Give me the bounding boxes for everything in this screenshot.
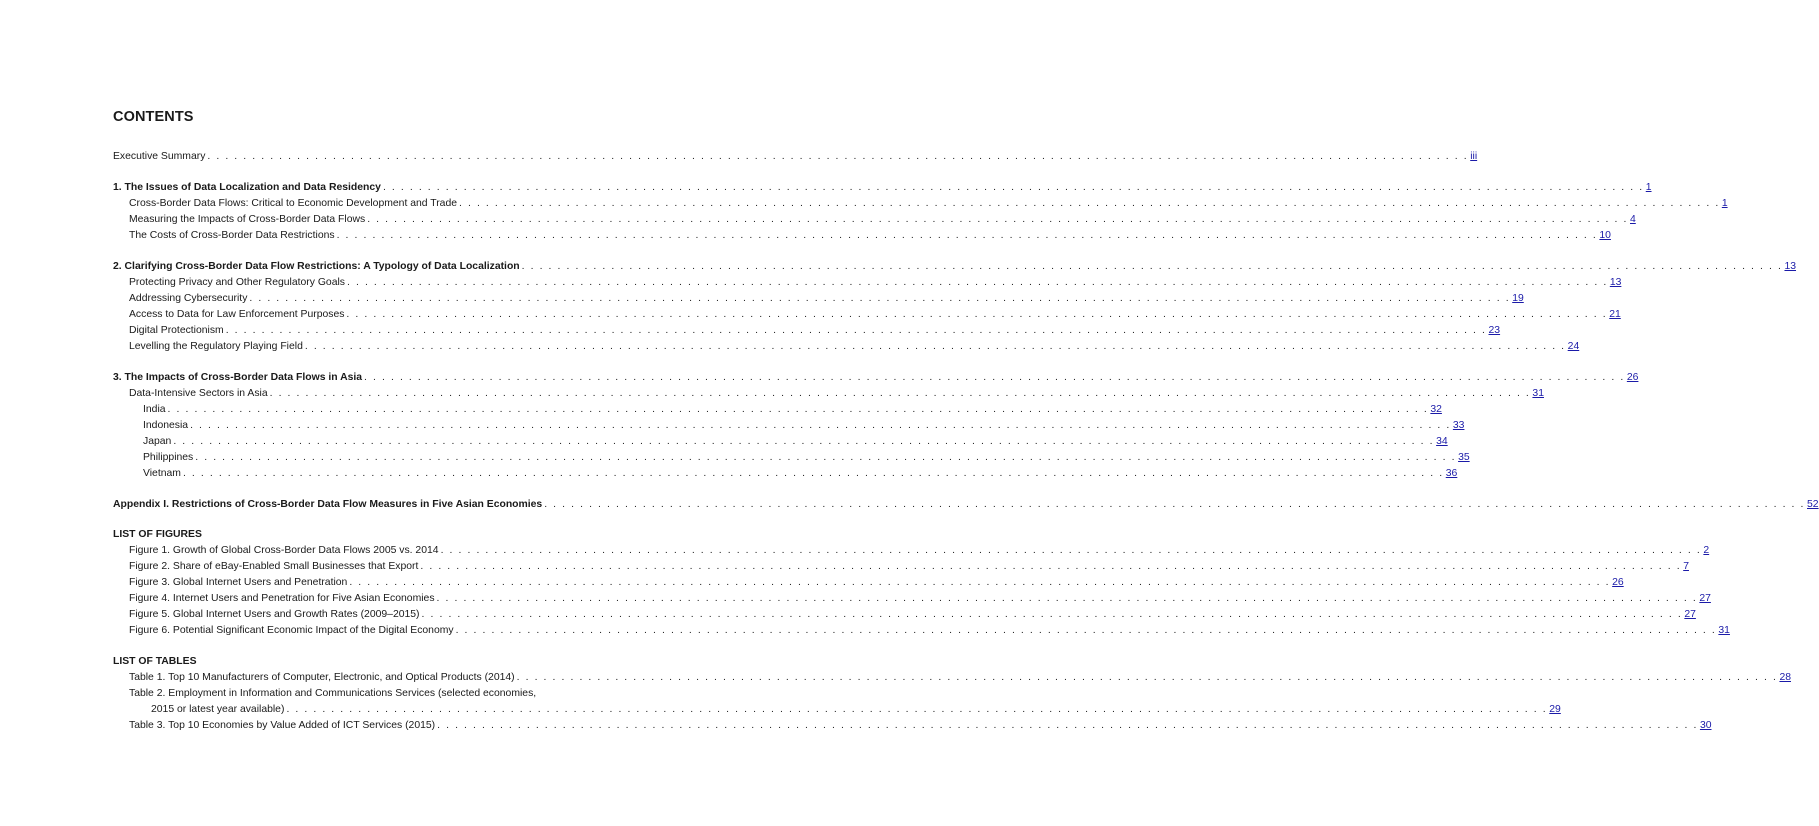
- dot-leader: [517, 670, 1778, 686]
- dot-leader: [544, 497, 1805, 513]
- dot-leader: [190, 418, 1451, 434]
- page-link[interactable]: 28: [1779, 672, 1791, 683]
- figure-entry[interactable]: [113, 559, 1689, 575]
- toc-entry-country[interactable]: [113, 418, 1465, 434]
- dot-leader: [441, 543, 1702, 559]
- page-link[interactable]: 2: [1703, 545, 1710, 556]
- dot-leader: [173, 434, 1434, 450]
- page-link[interactable]: 27: [1699, 593, 1711, 604]
- toc-entry-country[interactable]: [113, 466, 1458, 482]
- dot-leader: [383, 180, 1644, 196]
- toc-entry[interactable]: [113, 196, 1728, 212]
- list-of-figures-title: LIST OF FIGURES: [113, 529, 202, 540]
- toc-entry-label: Figure 1. Growth of Global Cross-Border Data Flows 2005 vs. 2014: [129, 545, 439, 556]
- dot-leader: [183, 466, 1444, 482]
- toc-entry[interactable]: [113, 339, 1580, 355]
- toc-entry-label: Cross-Border Data Flows: Critical to Economic Development and Trade: [129, 198, 458, 209]
- dot-leader: [456, 623, 1717, 639]
- figure-entry[interactable]: [113, 607, 1696, 623]
- page-link[interactable]: 13: [1784, 261, 1797, 272]
- toc-entry-label: The Costs of Cross-Border Data Restrictions: [129, 230, 335, 241]
- page-link[interactable]: 1: [1721, 198, 1728, 209]
- toc-entry-label: Addressing Cybersecurity: [129, 293, 248, 304]
- table-entry-line2[interactable]: [113, 702, 1561, 718]
- dot-leader: [347, 275, 1608, 291]
- toc-entry-label: Table 1. Top 10 Manufacturers of Computer, Electronic, and Optical Products (2014): [129, 672, 515, 683]
- page-link[interactable]: 10: [1599, 230, 1611, 241]
- page-link[interactable]: 24: [1567, 341, 1580, 352]
- toc-entry-label: 2. Clarifying Cross-Border Data Flow Restrictions: A Typology of Data Localization: [113, 261, 520, 272]
- toc-entry[interactable]: [113, 228, 1611, 244]
- table-entry[interactable]: [113, 670, 1791, 686]
- dot-leader: [207, 149, 1468, 165]
- toc-entry-label: Figure 3. Global Internet Users and Penetration: [129, 577, 348, 588]
- toc-entry[interactable]: [113, 323, 1501, 339]
- dot-leader: [337, 228, 1598, 244]
- toc-entry-label: 2015 or latest year available): [151, 704, 285, 715]
- page-link[interactable]: 7: [1683, 561, 1689, 572]
- toc-section-3[interactable]: [113, 370, 1639, 386]
- toc-entry[interactable]: [113, 386, 1544, 402]
- toc-entry[interactable]: [113, 307, 1621, 323]
- toc-entry-executive-summary[interactable]: [113, 149, 1478, 165]
- toc-section-2[interactable]: [113, 259, 1797, 275]
- toc-entry-country[interactable]: [113, 434, 1448, 450]
- dot-leader: [422, 607, 1683, 623]
- dot-leader: [367, 212, 1628, 228]
- page-link[interactable]: 23: [1488, 325, 1501, 336]
- dot-leader: [437, 591, 1698, 607]
- figure-entry[interactable]: [113, 591, 1711, 607]
- dot-leader: [305, 339, 1566, 355]
- page-link[interactable]: 21: [1609, 309, 1621, 320]
- dot-leader: [420, 559, 1681, 575]
- page-link[interactable]: 26: [1612, 577, 1624, 588]
- page-link[interactable]: 34: [1436, 436, 1448, 447]
- page-link[interactable]: 30: [1699, 720, 1712, 731]
- toc-entry-label: Protecting Privacy and Other Regulatory Goals: [129, 277, 345, 288]
- figure-entry[interactable]: [113, 623, 1730, 639]
- toc-entry-label: Figure 6. Potential Significant Economic Impact of the Digital Economy: [129, 625, 454, 636]
- dot-leader: [459, 196, 1720, 212]
- dot-leader: [364, 370, 1625, 386]
- dot-leader: [249, 291, 1510, 307]
- page-link[interactable]: 31: [1718, 625, 1730, 636]
- dot-leader: [168, 402, 1429, 418]
- toc-entry-label: India: [143, 404, 166, 415]
- dot-leader: [437, 718, 1698, 734]
- dot-leader: [346, 307, 1607, 323]
- toc-entry-label: Table 3. Top 10 Economies by Value Added of ICT Services (2015): [129, 720, 436, 731]
- toc-entry-label: Measuring the Impacts of Cross-Border Data Flows: [129, 214, 366, 225]
- toc-entry-label: Access to Data for Law Enforcement Purposes: [129, 309, 345, 320]
- page-title: CONTENTS: [113, 109, 194, 125]
- toc-entry-label: Philippines: [143, 452, 194, 463]
- table-entry-line1[interactable]: [113, 686, 572, 702]
- table-of-contents: [113, 149, 1819, 734]
- page-link[interactable]: 33: [1452, 420, 1465, 431]
- toc-entry[interactable]: [113, 291, 1524, 307]
- toc-entry-label: Japan: [143, 436, 172, 447]
- toc-entry-label: Appendix I. Restrictions of Cross-Border Data Flow Measures in Five Asian Economies: [113, 499, 543, 510]
- toc-entry-label: 3. The Impacts of Cross-Border Data Flows in Asia: [113, 372, 363, 383]
- page-link[interactable]: iii: [1470, 151, 1478, 162]
- list-of-tables-title: LIST OF TABLES: [113, 656, 197, 667]
- toc-entry-label: Executive Summary: [113, 151, 206, 162]
- toc-entry-label: Data-Intensive Sectors in Asia: [129, 388, 268, 399]
- page-link[interactable]: 31: [1532, 388, 1544, 399]
- toc-entry-label: Table 2. Employment in Information and Communications Services (selected economies,: [129, 688, 537, 699]
- figure-entry[interactable]: [113, 543, 1710, 559]
- page-link[interactable]: 32: [1430, 404, 1442, 415]
- toc-entry[interactable]: [113, 275, 1622, 291]
- toc-entry-label: Indonesia: [143, 420, 189, 431]
- toc-appendix[interactable]: [113, 497, 1819, 513]
- figure-entry[interactable]: [113, 575, 1624, 591]
- dot-leader: [522, 259, 1783, 275]
- page-link[interactable]: 4: [1630, 214, 1636, 225]
- toc-entry-label: Vietnam: [143, 468, 181, 479]
- page-link[interactable]: 29: [1549, 704, 1561, 715]
- dot-leader: [195, 450, 1456, 466]
- toc-entry-label: Levelling the Regulatory Playing Field: [129, 341, 303, 352]
- page-link[interactable]: 19: [1512, 293, 1524, 304]
- page-link[interactable]: 52: [1807, 499, 1819, 510]
- dot-leader: [270, 386, 1531, 402]
- page-link[interactable]: 26: [1626, 372, 1639, 383]
- toc-entry-label: Figure 2. Share of eBay-Enabled Small Businesses that Export: [129, 561, 419, 572]
- toc-entry-label: Digital Protectionism: [129, 325, 224, 336]
- toc-entry-label: Figure 5. Global Internet Users and Growth Rates (2009–2015): [129, 609, 420, 620]
- dot-leader: [286, 702, 1547, 718]
- toc-entry-label: 1. The Issues of Data Localization and Data Residency: [113, 182, 381, 193]
- toc-entry-country[interactable]: [113, 402, 1442, 418]
- table-entry[interactable]: [113, 718, 1712, 734]
- page-link[interactable]: 13: [1609, 277, 1622, 288]
- dot-leader: [226, 323, 1487, 339]
- dot-leader: [349, 575, 1610, 591]
- toc-entry-label: Figure 4. Internet Users and Penetration for Five Asian Economies: [129, 593, 435, 604]
- page-link[interactable]: 35: [1458, 452, 1470, 463]
- toc-section-1[interactable]: [113, 180, 1652, 196]
- toc-entry-country[interactable]: [113, 450, 1470, 466]
- toc-entry[interactable]: [113, 212, 1636, 228]
- page-link[interactable]: 27: [1684, 609, 1696, 620]
- page-link[interactable]: 36: [1445, 468, 1458, 479]
- page-link[interactable]: 1: [1645, 182, 1652, 193]
